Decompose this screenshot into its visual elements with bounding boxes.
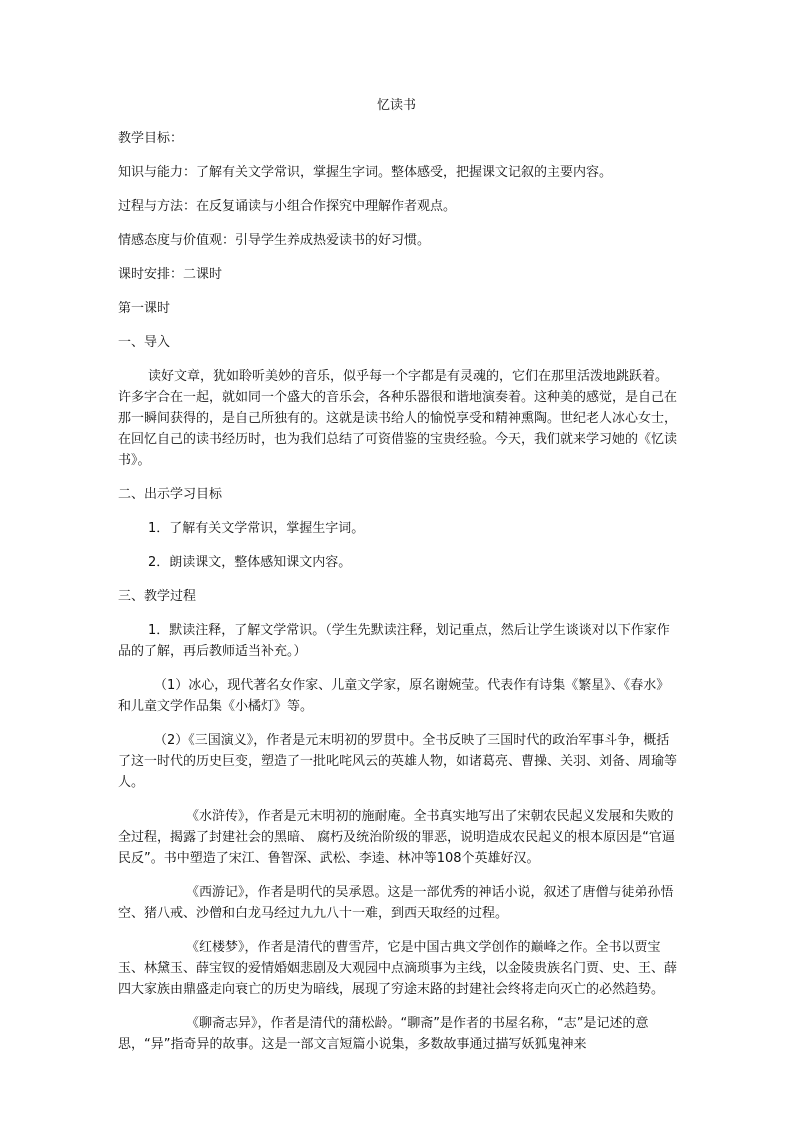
paragraph-step-1: 1．默读注释，了解文学常识。（学生先默读注释，划记重点，然后让学生谈谈对以下作家作品的了解，再后教师适当补充。） bbox=[118, 623, 670, 659]
paragraph-emotion-values: 情感态度与价值观：引导学生养成热爱读书的好习惯。 bbox=[118, 233, 431, 248]
paragraph-red-chamber: 《红楼梦》，作者是清代的曹雪芹，它是中国古典文学创作的巅峰之作。全书以贾宝玉、林黛玉、薛宝钗的爱情婚姻悲剧及大观园中点滴琐事为主线，以金陵贵族名门贾、史、王、薛四大家族由鼎盛走向衰亡的历史为暗线，展现了穷途末路的封建社会终将走向灭亡的必然趋势。 bbox=[118, 940, 678, 997]
document-body bbox=[118, 128, 678, 1068]
paragraph-teaching-goals: 教学目标： bbox=[118, 131, 184, 146]
paragraph-process-method: 过程与方法：在反复诵读与小组合作探究中理解作者观点。 bbox=[118, 199, 457, 214]
paragraph-journey-west: 《西游记》，作者是明代的吴承恩。这是一部优秀的神话小说，叙述了唐僧与徒弟孙悟空、猪八戒、沙僧和白龙马经过九九八十一难，到西天取经的过程。 bbox=[118, 885, 674, 921]
document-title: 忆读书 bbox=[376, 98, 416, 113]
heading-learning-goals: 二、出示学习目标 bbox=[118, 487, 223, 502]
paragraph-lesson-schedule: 课时安排：二课时 bbox=[118, 267, 223, 282]
paragraph-water-margin: 《水浒传》，作者是元末明初的施耐庵。全书真实地写出了宋朝农民起义发展和失败的全过程，揭露了封建社会的黑暗、 腐朽及统治阶级的罪恶，说明造成农民起义的根本原因是“官逼民反”。书中塑造了宋江、鲁智深、武松、李逵、林冲等108个英雄好汉。 bbox=[118, 809, 675, 866]
paragraph-goal-1: 1．了解有关文学常识，掌握生字词。 bbox=[148, 521, 365, 536]
paragraph-liaozhai: 《聊斋志异》，作者是清代的蒲松龄。“聊斋”是作者的书屋名称，“志”是记述的意思，“异”指奇异的故事。这是一部文言短篇小说集，多数故事通过描写妖狐鬼神来 bbox=[118, 1016, 649, 1052]
paragraph-bingxin: （1）冰心，现代著名女作家、儿童文学家，原名谢婉莹。代表作有诗集《繁星》、《春水》和儿童文学作品集《小橘灯》等。 bbox=[118, 678, 670, 714]
paragraph-goal-2: 2．朗读课文，整体感知课文内容。 bbox=[148, 555, 352, 570]
heading-teaching-process: 三、教学过程 bbox=[118, 589, 197, 604]
heading-introduction: 一、导入 bbox=[118, 335, 171, 350]
paragraph-three-kingdoms: （2）《三国演义》，作者是元末明初的罗贯中。全书反映了三国时代的政治军事斗争，概括了这一时代的历史巨变，塑造了一批叱咤风云的英雄人物，如诸葛亮、曹操、关羽、刘备、周瑜等人。 bbox=[118, 733, 678, 790]
paragraph-knowledge-ability: 知识与能力：了解有关文学常识，掌握生字词。整体感受，把握课文记叙的主要内容。 bbox=[118, 165, 613, 180]
paragraph-introduction-text: 读好文章，犹如聆听美妙的音乐，似乎每一个字都是有灵魂的，它们在那里活泼地跳跃着。许多字合在一起，就如同一个盛大的音乐会，各种乐器很和谐地演奏着。这种美的感觉，是自己在那一瞬间获得的，是自己所独有的。这就是读书给人的愉悦享受和精神熏陶。世纪老人冰心女士，在回忆自己的读书经历时，也为我们总结了可资借鉴的宝贵经验。今天，我们就来学习她的《忆读书》。 bbox=[118, 369, 678, 468]
paragraph-first-lesson: 第一课时 bbox=[118, 301, 171, 316]
